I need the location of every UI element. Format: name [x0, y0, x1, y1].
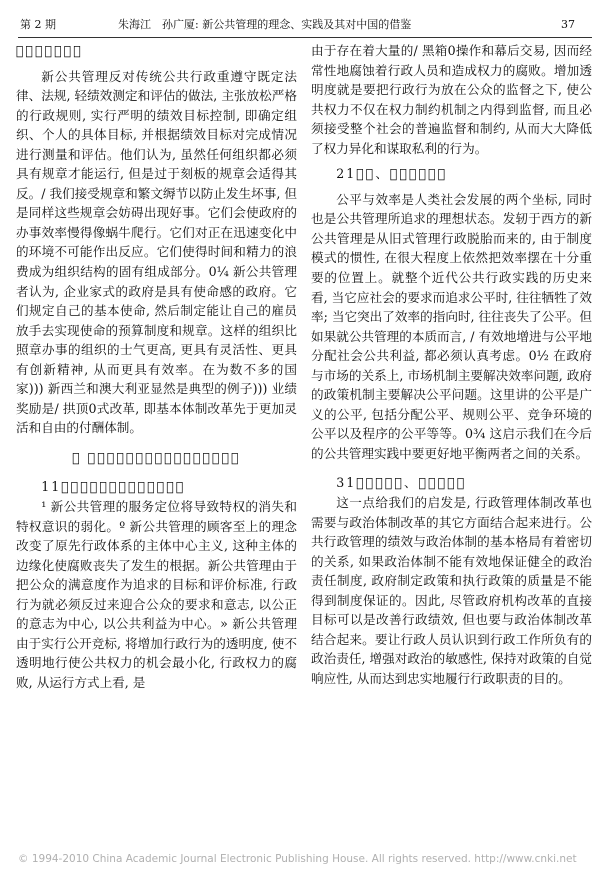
paragraph: 新公共管理反对传统公共行政重遵守既定法律、法规, 轻绩效测定和评估的做法, 主张放松严格的行政规则, 实行严明的绩效目标控制, 即确定组织、个人的具体目标, 并根据绩效目标对完成情况进行测量和评估。他们认为, 虽然任何组织都必须具有规章才能运行, 但是过于刻板的规章会适得其反。/ 我们接受规章和繁文缛节以防止发生坏事, 但是同样这些规章会妨碍出现好事。它们会使政府的办事效率慢得像蜗牛爬行。它们对正在迅速变化中的环境不可能作出反应。它们使得时间和精力的浪费成为组织结构的固有组成部分。0¼ 新公共管理者认为, 企业家式的政府是具有使命感的政府。它们规定自己的基本使命, 然后制定能让自己的雇员放手去实现使命的预算制度和规章。这样的组织比照章办事的组织的士气更高, 更具有灵活性、更具有创新精神, 从而更具有效率。在为数不多的国家))) 新西兰和澳大利亚显然是典型的例子))) 业绩奖励是/ 拱顶0式改革, 即基本体制改革先于更加灵活和自由的付酬体制。 — [16, 68, 297, 436]
header-rule — [18, 37, 592, 38]
paragraph: 由于存在着大量的/ 黑箱0操作和幕后交易, 因而经常性地腐蚀着行政人员和造成权力的腐败。增加透明度就是要把行政行为放在公众的监督之下, 使公共权力不仅在权力制约机制之内得到监督, 而且必须接受整个社会的普遍监督和制约, 从而大大降低了权力异化和谋取私利的行为。 — [311, 43, 592, 156]
right-column — [311, 41, 592, 859]
paragraph: ¹ 新公共管理的服务定位将导致特权的消失和特权意识的弱化。º 新公共管理的顾客至上的理念改变了原先行政体系的主体中心主义, 这种主体的边缘化使腐败丧失了发生的根据。新公共管理由于把公众的满意度作为追求的目标和评价标准, 行政行为就必须反过来迎合公众的要求和意志, 以公正的意志为中心, 以公共利益为中心。» 新公共管理由于实行公开竞标, 将增加行政行为的透明度, 使不透明地行使公共权力的机会最小化, 行政权力的腐败, 从运行方式上看, 是 — [16, 499, 297, 690]
left-column — [16, 41, 297, 859]
section-heading: 􀁓 􀁓􀁓􀁓􀁓􀁓􀁓􀁓􀁓􀁓􀁓􀁓􀁓􀁓􀁓􀁓􀁓 — [72, 449, 241, 465]
subsection-heading: 21􀁓􀁓、􀁓􀁓􀁓􀁓􀁓􀁓 — [336, 166, 448, 182]
copyright-footer: © 1994-2010 China Academic Journal Electronic Publishing House. All rights reserved. http://www.cnki.net — [18, 853, 577, 865]
subsection-heading: 31􀁓􀁓􀁓􀁓􀁓、􀁓􀁓􀁓􀁓􀁓 — [336, 475, 467, 491]
page-number: 37 — [561, 18, 575, 31]
spacer — [311, 463, 592, 473]
running-title: 朱海江 孙广厦: 新公共管理的理念、实践及其对中国的借鉴 — [118, 18, 412, 31]
paragraph: 这一点给我们的启发是, 行政管理体制改革也需要与政治体制改革的其它方面结合起来进行。公共行政管理的绩效与政治体制的基本格局有着密切的关系, 如果政治体制不能有效地保证健全的政治责任制度, 政府制定政策和执行政策的质量是不能得到制度保证的。因此, 尽管政府机构改革的直接目标可以是改善行政绩效, 但也要与政治体制改革结合起来。要让行政人员认识到行政工作所负有的政治责任, 增强对政治的敏感性, 保持对政策的自觉响应性, 从而达到忠实地履行行政职责的目的。 — [311, 495, 592, 686]
paragraph: 公平与效率是人类社会发展的两个坐标, 同时也是公共管理所追求的理想状态。发轫于西方的新公共管理是从旧式管理行政脱胎而来的, 由于制度模式的惯性, 在很大程度上依然把效率摆在十分重要的位置上。就整个近代公共行政实践的历史来看, 当它应社会的要求而追求公平时, 往往牺牲了效率; 当它突出了效率的指向时, 往往丧失了公平。但如果就公共管理的本质而言, / 有效地增进与公平地分配社会公共利益, 都必须认真考虑。0½ 在政府与市场的关系上, 市场机制主要解决效率问题, 政府的政策机制主要解决公平问题。这里讲的公平是广义的公平, 包括分配公平、规则公平、竞争环境的公平以及程序的公平等等。0¾ 这启示我们在今后的公共管理实践中要更好地平衡两者之间的关系。 — [311, 191, 592, 461]
spacer — [16, 467, 297, 477]
section-heading: 􀁓􀁓􀁓􀁓􀁓􀁓􀁓 — [16, 43, 83, 58]
subsection-heading: 11􀁓􀁓􀁓􀁓􀁓􀁓􀁓􀁓􀁓􀁓􀁓􀁓􀁓 — [41, 479, 186, 495]
issue-number: 第 2 期 — [20, 18, 56, 31]
spacer — [16, 438, 297, 448]
